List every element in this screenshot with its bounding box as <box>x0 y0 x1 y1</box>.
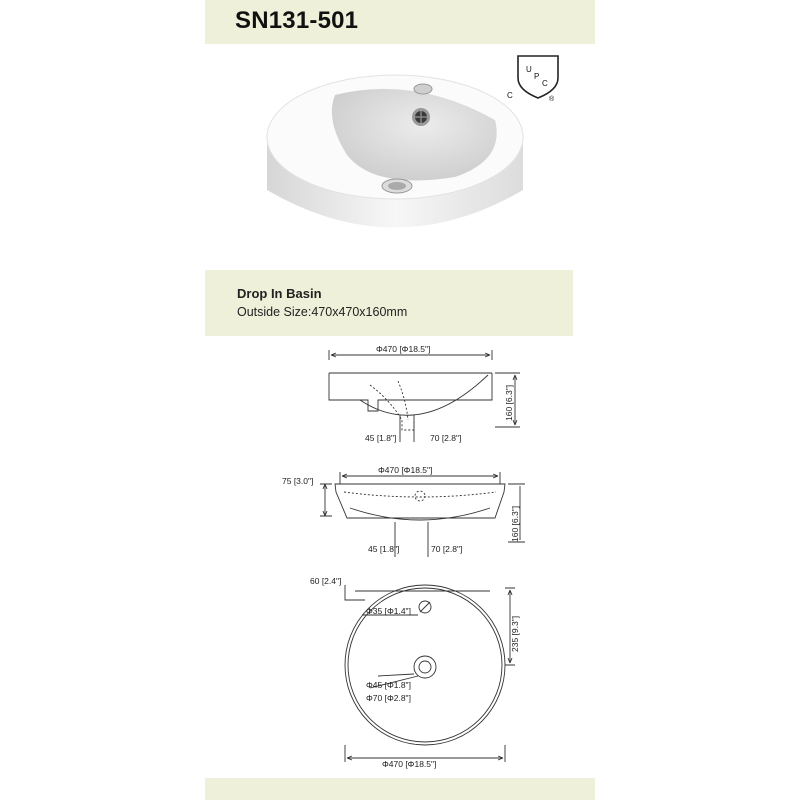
upc-c-letter: C <box>507 91 513 100</box>
top-width-label: Φ470 [Φ18.5"] <box>382 759 437 769</box>
top-faucet-distance-label: 235 [9.3"] <box>510 615 520 652</box>
product-type: Drop In Basin <box>237 286 322 301</box>
side-height-label: 160 [6.3"] <box>504 384 514 421</box>
top-deck-label: 60 [2.4"] <box>310 576 342 586</box>
model-title: SN131-501 <box>235 7 359 34</box>
top-view-drawing <box>300 570 535 770</box>
top-drain-inner-label: Φ45 [Φ1.8"] <box>366 680 411 690</box>
outside-size: Outside Size:470x470x160mm <box>237 305 408 319</box>
footer-band <box>205 778 595 800</box>
front-drain-width-label: 70 [2.8"] <box>431 544 463 554</box>
side-view-drawing <box>310 345 530 445</box>
front-drain-offset-label: 45 [1.8"] <box>368 544 400 554</box>
front-width-label: Φ470 [Φ18.5"] <box>378 465 433 475</box>
upc-letter-p: P <box>534 72 540 81</box>
top-drain-outer-label: Φ70 [Φ2.8"] <box>366 693 411 703</box>
info-band <box>205 270 573 336</box>
front-rim-label: 75 [3.0"] <box>282 476 314 486</box>
upc-letter-u: U <box>526 65 532 74</box>
side-width-label: Φ470 [Φ18.5"] <box>376 345 431 354</box>
upc-letter-c: C <box>542 79 548 88</box>
top-faucet-hole-label: Φ35 [Φ1.4"] <box>366 606 411 616</box>
front-height-label: 160 [6.3"] <box>510 505 520 542</box>
side-drain-offset-label: 45 [1.8"] <box>365 433 397 443</box>
side-drain-width-label: 70 [2.8"] <box>430 433 462 443</box>
registered-mark: ® <box>549 96 555 102</box>
basin-product-image <box>255 65 535 250</box>
front-view-drawing <box>280 462 530 562</box>
